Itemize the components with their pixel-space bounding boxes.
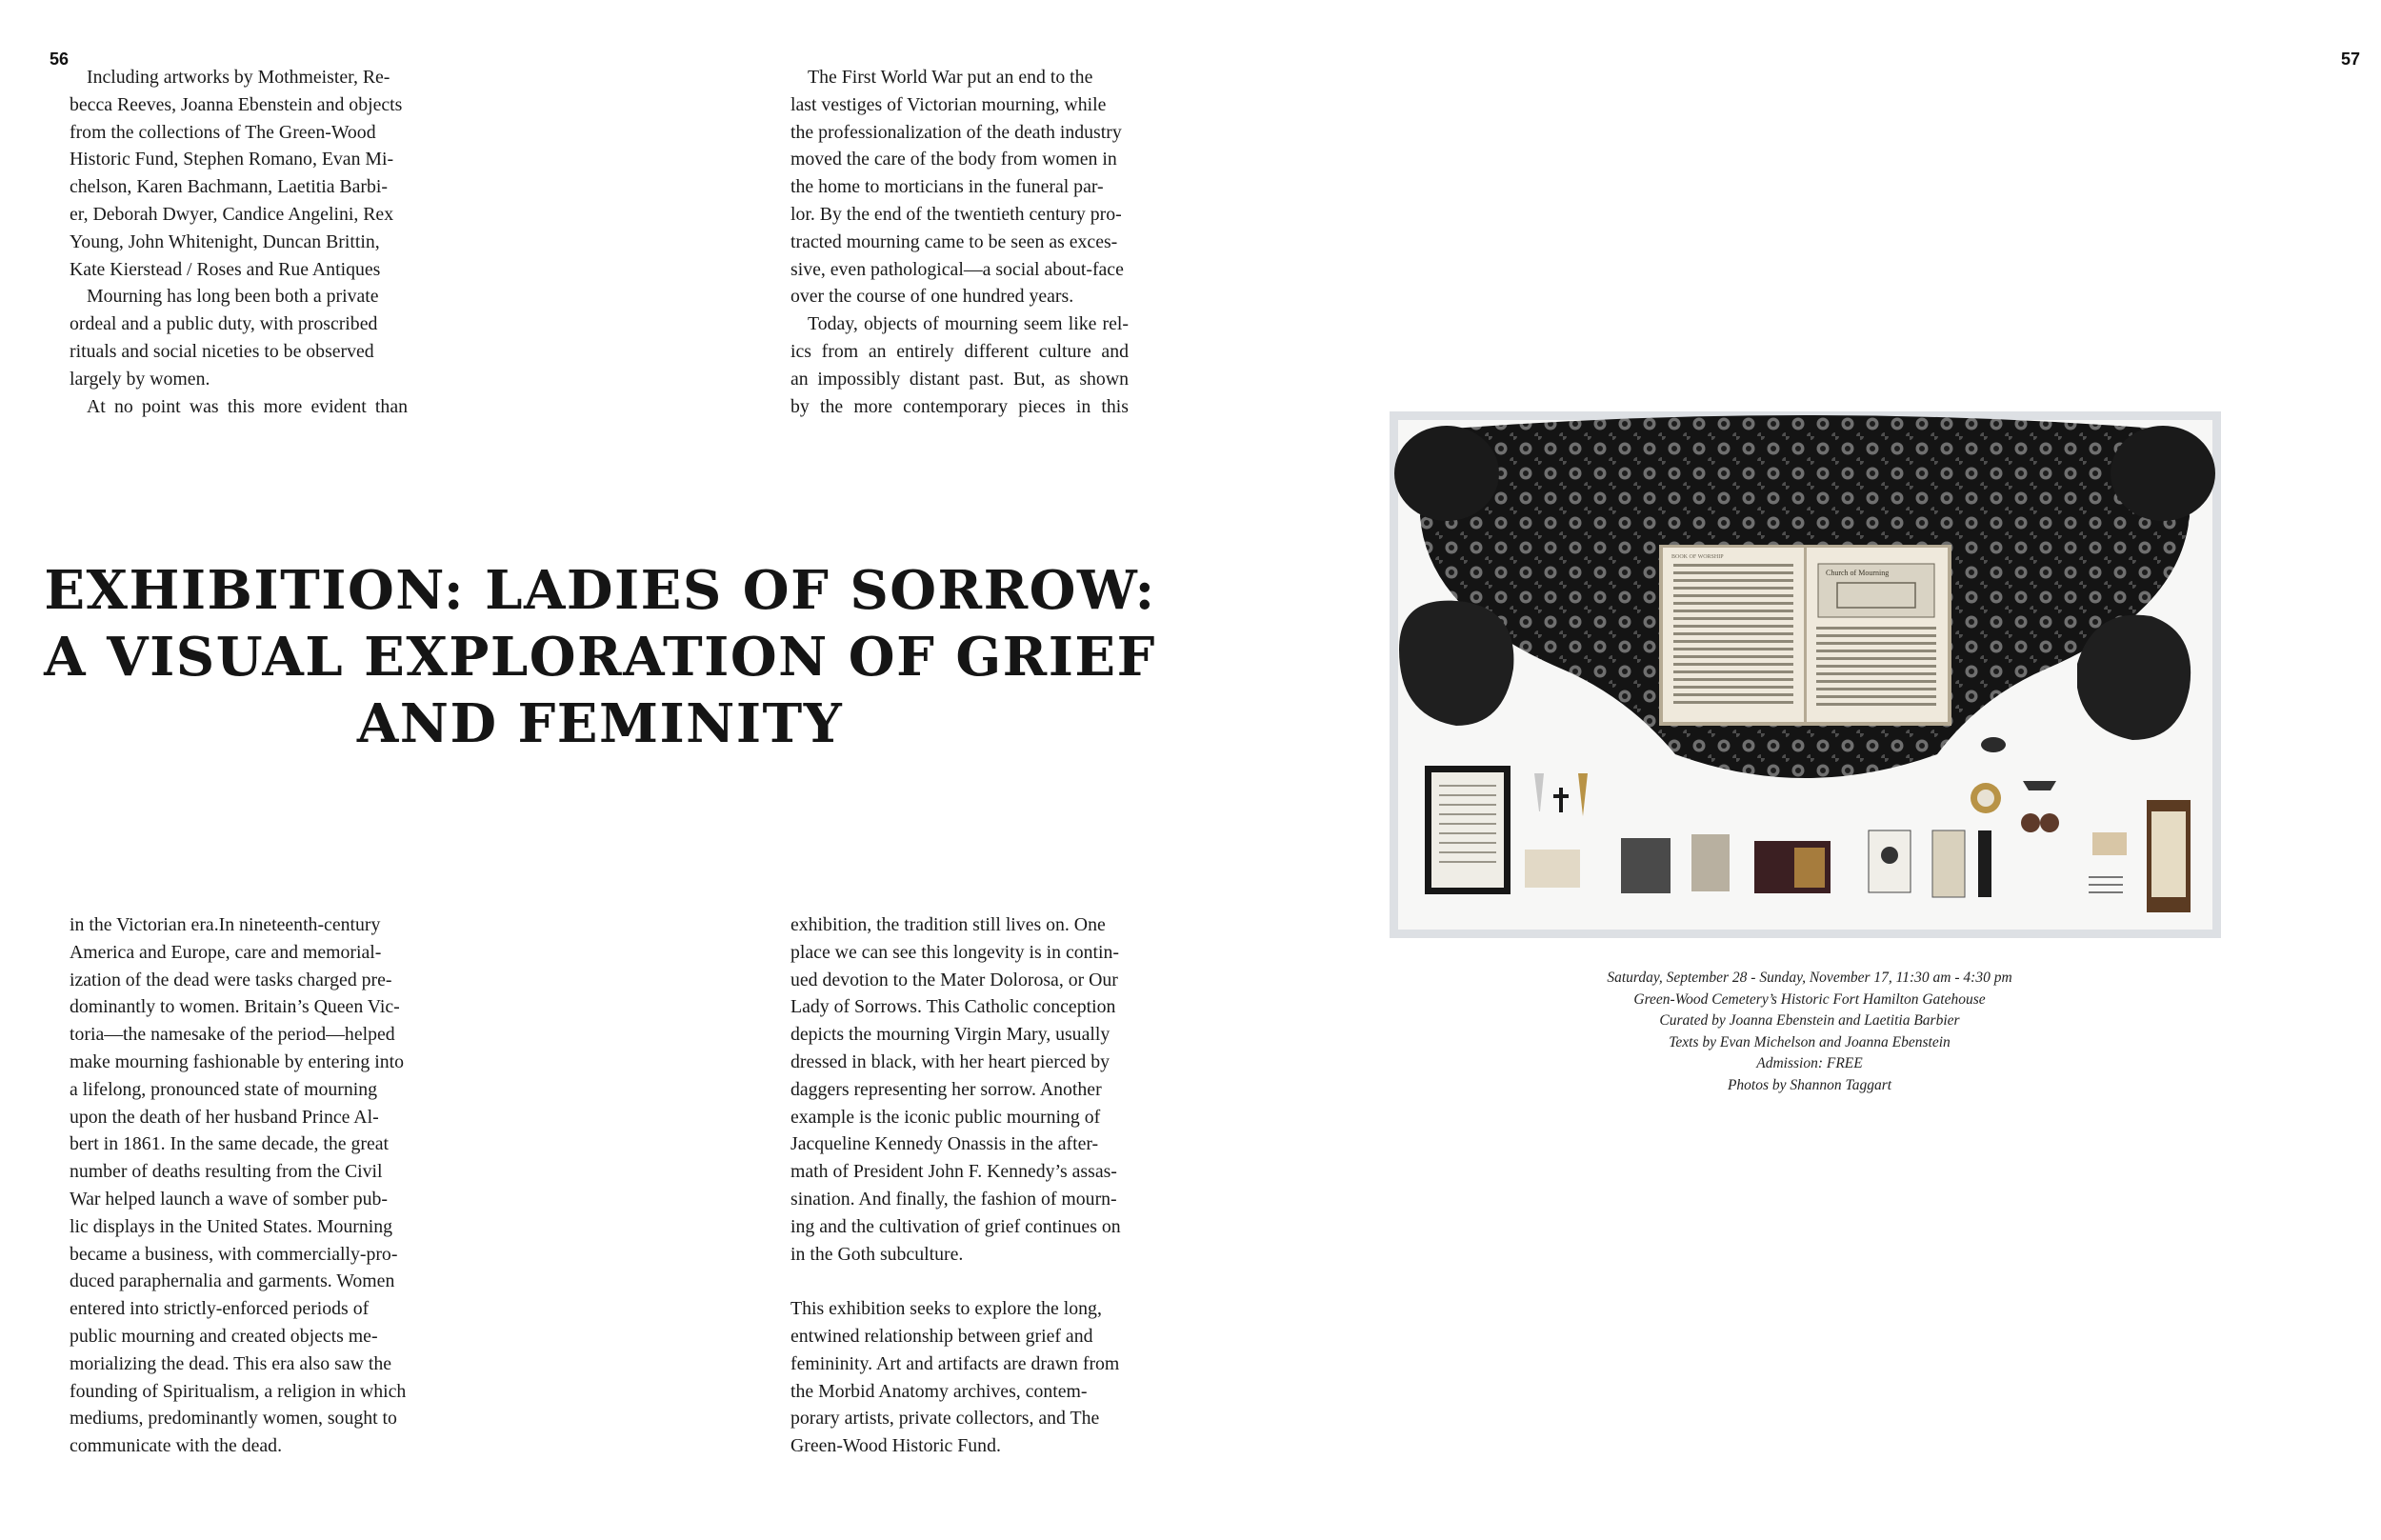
page-number-right: 57	[2340, 50, 2360, 69]
text-line: by the more contemporary pieces in this	[790, 395, 1129, 417]
body-paragraph	[790, 1295, 1129, 1460]
text-line: over the course of one hundred years.	[790, 286, 1074, 308]
text-line: becca Reeves, Joanna Ebenstein and objects	[70, 93, 403, 115]
book-left-header: BOOK OF WORSHIP	[1671, 554, 1724, 560]
text-line: rituals and social niceties to be observed	[70, 340, 374, 362]
text-line: math of President John F. Kennedy’s assas-	[790, 1161, 1117, 1183]
text-line: porary artists, private collectors, and The	[790, 1408, 1100, 1430]
column-1-top	[70, 64, 408, 420]
caption-curators: Curated by Joanna Ebenstein and Laetitia Barbier	[1659, 1012, 1960, 1030]
text-line: ics from an entirely different culture and	[790, 340, 1129, 362]
text-line: morializing the dead. This era also saw the	[70, 1352, 392, 1374]
text-line: communicate with the dead.	[70, 1435, 283, 1457]
text-line: This exhibition seeks to explore the long,	[790, 1298, 1102, 1320]
page-number-left: 56	[50, 50, 70, 69]
cabinet-photo-woman	[1691, 834, 1730, 891]
jet-bar-pin	[2023, 781, 2056, 790]
text-line: At no point was this more evident than	[87, 395, 408, 417]
text-line: last vestiges of Victorian mourning, while	[790, 93, 1107, 115]
text-line: ued devotion to the Mater Dolorosa, or Our	[790, 969, 1118, 990]
text-line: exhibition, the tradition still lives on. One	[790, 914, 1106, 935]
cross-pendant	[1559, 788, 1563, 812]
text-line: the home to morticians in the funeral par-	[790, 176, 1104, 198]
title-line: EXHIBITION: LADIES OF SORROW:	[44, 559, 1156, 622]
text-line: Historic Fund, Stephen Romano, Evan Mi-	[70, 149, 394, 170]
text-line: chelson, Karen Bachmann, Laetitia Barbi-	[70, 176, 388, 198]
title-line: A VISUAL EXPLORATION OF GRIEF	[44, 626, 1156, 689]
text-line: in the Goth subculture.	[790, 1243, 964, 1265]
text-line: Mourning has long been both a private	[87, 286, 379, 308]
text-line: in the Victorian era.In nineteenth-century	[70, 914, 381, 935]
text-line: duced paraphernalia and garments. Women	[70, 1270, 395, 1292]
text-line: example is the iconic public mourning of	[790, 1106, 1101, 1128]
caption-texts: Texts by Evan Michelson and Joanna Ebenstein	[1669, 1033, 1951, 1050]
text-line: entered into strictly-enforced periods of	[70, 1298, 370, 1320]
text-line: Green-Wood Historic Fund.	[790, 1435, 1001, 1457]
text-line: toria—the namesake of the period—helped	[70, 1024, 395, 1046]
text-line: ing and the cultivation of grief continues on	[790, 1215, 1121, 1237]
text-line: er, Deborah Dwyer, Candice Angelini, Rex	[70, 203, 394, 225]
text-line: largely by women.	[70, 368, 210, 390]
text-line: lor. By the end of the twentieth century pro-	[790, 203, 1122, 225]
caption-venue: Green-Wood Cemetery’s Historic Fort Hamilton Gatehouse	[1633, 990, 1986, 1008]
envelope	[1525, 850, 1580, 888]
text-line: number of deaths resulting from the Civil	[70, 1161, 383, 1183]
text-line: place we can see this longevity is in contin-	[790, 941, 1119, 963]
body-paragraph	[70, 283, 408, 392]
title-line: AND FEMINITY	[356, 692, 844, 755]
caption-photos: Photos by Shannon Taggart	[1727, 1076, 1892, 1093]
text-line: mediums, predominantly women, sought to	[70, 1408, 397, 1430]
text-line: tracted mourning came to be seen as exces-	[790, 230, 1118, 252]
text-line: from the collections of The Green-Wood	[70, 121, 376, 143]
text-line: bert in 1861. In the same decade, the great	[70, 1133, 390, 1155]
text-line: sination. And finally, the fashion of mourn-	[790, 1188, 1117, 1210]
body-paragraph	[70, 393, 408, 421]
text-line: the professionalization of the death industry	[790, 121, 1122, 143]
text-line: entwined relationship between grief and	[790, 1325, 1093, 1347]
text-line: make mourning fashionable by entering into	[70, 1050, 405, 1072]
body-paragraph	[790, 911, 1129, 1268]
text-line: dominantly to women. Britain’s Queen Vic-	[70, 996, 400, 1018]
column-2-bottom	[790, 911, 1129, 1460]
text-line: Young, John Whitenight, Duncan Brittin,	[70, 230, 380, 252]
text-line: Kate Kierstead / Roses and Rue Antiques	[70, 258, 381, 280]
exhibition-photo	[1390, 411, 2221, 938]
text-line: War helped launch a wave of somber pub-	[70, 1188, 389, 1210]
open-book	[1659, 545, 1951, 726]
text-line: upon the death of her husband Prince Al-	[70, 1106, 379, 1128]
text-line: moved the care of the body from women in	[790, 149, 1117, 170]
text-line: became a business, with commercially-pro-	[70, 1243, 398, 1265]
text-line: dressed in black, with her heart pierced by	[790, 1050, 1110, 1072]
brooch	[1981, 737, 2006, 752]
text-line: America and Europe, care and memorial-	[70, 941, 382, 963]
book-right-header: Church of Mourning	[1826, 569, 1890, 577]
text-line: Today, objects of mourning seem like rel-	[808, 313, 1129, 335]
body-paragraph	[790, 310, 1129, 420]
article-title	[38, 557, 1162, 757]
text-line: femininity. Art and artifacts are drawn from	[790, 1352, 1120, 1374]
text-line: a lifelong, pronounced state of mourning	[70, 1078, 378, 1100]
text-line: public mourning and created objects me-	[70, 1325, 378, 1347]
caption-dates: Saturday, September 28 - Sunday, November 17, 11:30 am - 4:30 pm	[1607, 970, 2012, 986]
text-line: sive, even pathological—a social about-face	[790, 258, 1124, 280]
text-line: an impossibly distant past. But, as shown	[790, 368, 1129, 390]
text-line: the Morbid Anatomy archives, contem-	[790, 1380, 1088, 1402]
text-line: Including artworks by Mothmeister, Re-	[87, 67, 390, 88]
body-paragraph	[70, 911, 408, 1460]
body-paragraph	[790, 64, 1129, 310]
text-line: Jacqueline Kennedy Onassis in the after-	[790, 1133, 1099, 1155]
text-line: lic displays in the United States. Mourning	[70, 1215, 392, 1237]
text-line: ordeal and a public duty, with proscribed	[70, 313, 378, 335]
cabinet-photo-couple	[1621, 838, 1671, 893]
column-1-bottom	[70, 911, 408, 1460]
black-ribbon	[1978, 830, 1991, 897]
column-2-top	[790, 64, 1129, 420]
text-line: The First World War put an end to the	[808, 67, 1093, 88]
black-bonnet-right	[2077, 615, 2191, 740]
text-line: founding of Spiritualism, a religion in which	[70, 1380, 407, 1402]
paragraph-gap	[790, 1268, 1129, 1295]
text-line: Lady of Sorrows. This Catholic conception	[790, 996, 1116, 1018]
exhibition-caption	[1486, 968, 2133, 1097]
text-line: depicts the mourning Virgin Mary, usually	[790, 1024, 1110, 1046]
small-card	[2092, 832, 2127, 855]
text-line: ization of the dead were tasks charged pre-	[70, 969, 392, 990]
memorial-card	[1932, 830, 1965, 897]
text-line: daggers representing her sorrow. Another	[790, 1078, 1102, 1100]
body-paragraph	[70, 64, 408, 283]
caption-admission: Admission: FREE	[1756, 1055, 1863, 1072]
